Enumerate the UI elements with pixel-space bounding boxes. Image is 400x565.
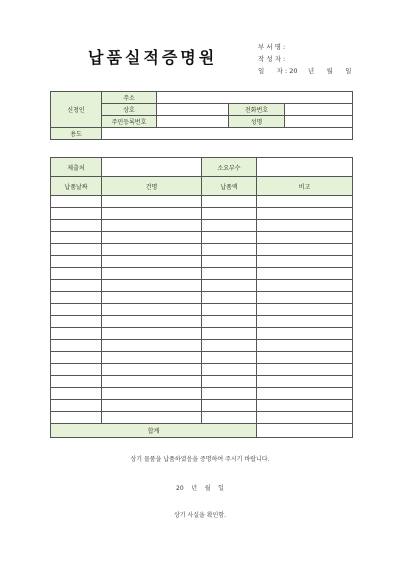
date-cell[interactable] [51,412,102,424]
author-field[interactable]: 작 성 자 : [258,55,286,63]
remarks-cell[interactable] [257,244,353,256]
amount-cell[interactable] [202,292,257,304]
company-label: 상호 [102,104,157,116]
remarks-cell[interactable] [257,352,353,364]
address-input[interactable] [157,92,353,104]
item-rows [51,196,353,424]
table-row [51,352,353,364]
date-cell[interactable] [51,244,102,256]
table-row [51,304,353,316]
amount-cell[interactable] [202,280,257,292]
remarks-cell[interactable] [257,376,353,388]
table-row [51,256,353,268]
amount-cell[interactable] [202,220,257,232]
date-cell[interactable] [51,316,102,328]
date-cell[interactable] [51,352,102,364]
item-name-cell[interactable] [102,232,202,244]
delivery-items-table [50,157,353,438]
company-input[interactable] [157,104,229,116]
amount-cell[interactable] [202,232,257,244]
applicant-info-table [50,91,353,140]
usage-input[interactable] [102,128,353,140]
remarks-cell[interactable] [257,340,353,352]
table-row [51,292,353,304]
amount-cell[interactable] [202,340,257,352]
remarks-cell[interactable] [257,388,353,400]
table-row [51,400,353,412]
department-field[interactable]: 부 서 명 : [258,43,286,51]
item-name-cell[interactable] [102,340,202,352]
table-row [51,412,353,424]
amount-cell[interactable] [202,256,257,268]
date-cell[interactable] [51,280,102,292]
address-label: 주소 [102,92,157,104]
submit-to-label: 제출처 [51,158,102,177]
date-cell[interactable] [51,292,102,304]
table-row [51,196,353,208]
amount-cell[interactable] [202,400,257,412]
usage-label: 용도 [51,128,102,140]
remarks-cell[interactable] [257,412,353,424]
date-cell[interactable] [51,256,102,268]
rrn-input[interactable] [157,116,229,128]
remarks-cell[interactable] [257,400,353,412]
item-name-cell[interactable] [102,268,202,280]
item-name-cell[interactable] [102,328,202,340]
item-name-cell[interactable] [102,304,202,316]
table-row [51,340,353,352]
total-label: 합계 [51,424,257,438]
date-cell[interactable] [51,328,102,340]
item-name-cell[interactable] [102,400,202,412]
table-row [51,268,353,280]
remarks-cell[interactable] [257,220,353,232]
remarks-cell[interactable] [257,316,353,328]
table-row [51,220,353,232]
remarks-cell[interactable] [257,196,353,208]
header-amount: 납품액 [202,177,257,196]
item-name-cell[interactable] [102,280,202,292]
item-name-cell[interactable] [102,352,202,364]
request-statement: 상기 물품을 납품하였음을 증명하여 주시기 바랍니다. [130,456,270,463]
date-cell[interactable] [51,268,102,280]
table-row [51,328,353,340]
applicant-label: 신청인 [51,92,102,128]
name-input[interactable] [285,116,353,128]
copies-input[interactable] [257,158,353,177]
date-cell[interactable] [51,196,102,208]
confirmation-statement: 상기 사실을 확인함. [173,512,227,519]
table-row [51,316,353,328]
remarks-cell[interactable] [257,232,353,244]
date-cell[interactable] [51,376,102,388]
item-name-cell[interactable] [102,292,202,304]
name-label: 성명 [229,116,285,128]
date-cell[interactable] [51,388,102,400]
header-remarks: 비고 [257,177,353,196]
remarks-cell[interactable] [257,280,353,292]
item-name-cell[interactable] [102,196,202,208]
amount-cell[interactable] [202,376,257,388]
date-cell[interactable] [51,220,102,232]
phone-input[interactable] [285,104,353,116]
date-cell[interactable] [51,304,102,316]
remarks-cell[interactable] [257,364,353,376]
item-name-cell[interactable] [102,316,202,328]
remarks-cell[interactable] [257,256,353,268]
submit-to-input[interactable] [102,158,202,177]
item-name-cell[interactable] [102,244,202,256]
item-name-cell[interactable] [102,220,202,232]
date-cell[interactable] [51,232,102,244]
amount-cell[interactable] [202,208,257,220]
date-field[interactable]: 일 자 : 20 년 월 일 [258,67,352,75]
rrn-label: 주민등록번호 [102,116,157,128]
table-row [51,232,353,244]
amount-cell[interactable] [202,304,257,316]
table-row [51,376,353,388]
header-item-name: 건명 [102,177,202,196]
header-delivery-date: 납품날짜 [51,177,102,196]
table-row [51,280,353,292]
table-row [51,388,353,400]
remarks-cell[interactable] [257,328,353,340]
document-title: 납품실적증명원 [88,48,218,67]
amount-cell[interactable] [202,352,257,364]
item-name-cell[interactable] [102,208,202,220]
item-name-cell[interactable] [102,412,202,424]
amount-cell[interactable] [202,244,257,256]
date-cell[interactable] [51,340,102,352]
remarks-cell[interactable] [257,268,353,280]
item-name-cell[interactable] [102,256,202,268]
phone-label: 전화번호 [229,104,285,116]
date-cell[interactable] [51,364,102,376]
item-name-cell[interactable] [102,388,202,400]
table-row [51,364,353,376]
item-name-cell[interactable] [102,376,202,388]
remarks-cell[interactable] [257,208,353,220]
remarks-cell[interactable] [257,292,353,304]
copies-label: 소요부수 [202,158,257,177]
remarks-cell[interactable] [257,304,353,316]
item-name-cell[interactable] [102,364,202,376]
amount-cell[interactable] [202,412,257,424]
table-row [51,208,353,220]
amount-cell[interactable] [202,268,257,280]
amount-cell[interactable] [202,316,257,328]
amount-cell[interactable] [202,328,257,340]
table-row [51,244,353,256]
amount-cell[interactable] [202,364,257,376]
date-cell[interactable] [51,400,102,412]
amount-cell[interactable] [202,388,257,400]
date-cell[interactable] [51,208,102,220]
amount-cell[interactable] [202,196,257,208]
issue-date: 20 년 월 일 [176,485,224,492]
total-value[interactable] [257,424,353,438]
